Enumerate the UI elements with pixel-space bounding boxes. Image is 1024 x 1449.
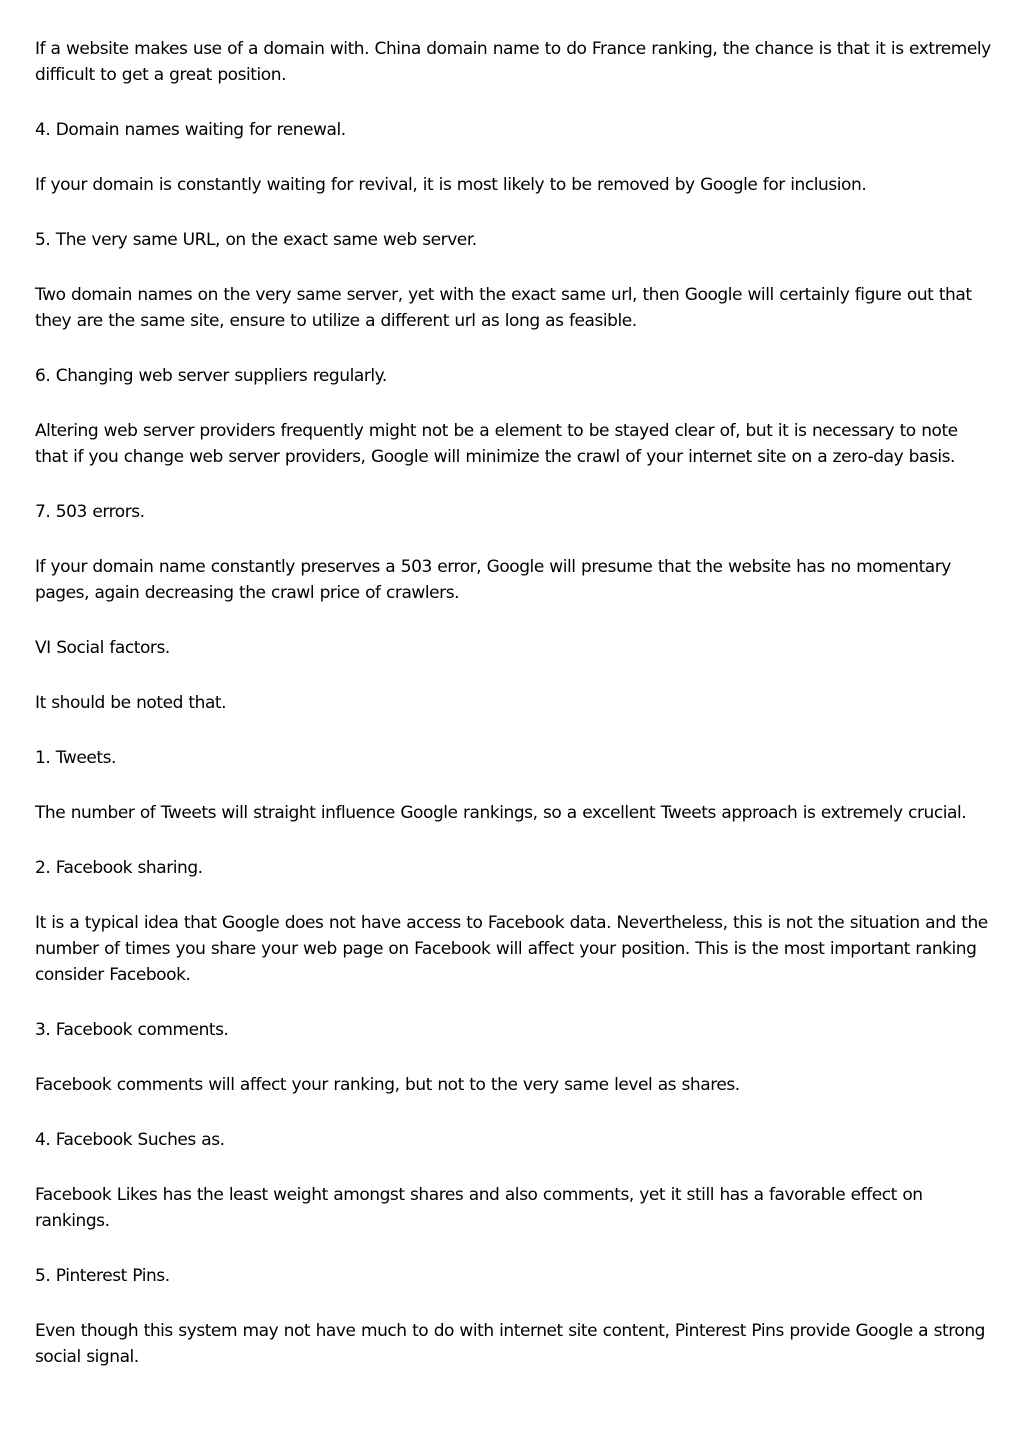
heading-facebook-likes: 4. Facebook Suches as. xyxy=(35,1130,225,1150)
heading-domain-renewal: 4. Domain names waiting for renewal. xyxy=(35,120,346,140)
paragraph-social-note: It should be noted that. xyxy=(35,693,227,713)
paragraph-domain-country: If a website makes use of a domain with. China domain name to do France ranking, the chance is that it is extremely difficult to get a great position. xyxy=(35,39,991,85)
paragraph-503-errors: If your domain name constantly preserves a 503 error, Google will presume that the website has no momentary pages, again decreasing the crawl price of crawlers. xyxy=(35,557,951,603)
paragraph-domain-renewal: If your domain is constantly waiting for revival, it is most likely to be removed by Google for inclusion. xyxy=(35,175,867,195)
paragraph-facebook-comments: Facebook comments will affect your ranking, but not to the very same level as shares. xyxy=(35,1075,740,1095)
paragraph-facebook-likes: Facebook Likes has the least weight amongst shares and also comments, yet it still has a favorable effect on rankings. xyxy=(35,1185,923,1231)
paragraph-tweets: The number of Tweets will straight influence Google rankings, so a excellent Tweets approach is extremely crucial. xyxy=(35,803,967,823)
heading-changing-servers: 6. Changing web server suppliers regularly. xyxy=(35,366,387,386)
paragraph-same-url: Two domain names on the very same server, yet with the exact same url, then Google will certainly figure out that they are the same site, ensure to utilize a different url as long as feasible. xyxy=(35,285,972,331)
paragraph-pinterest-pins: Even though this system may not have much to do with internet site content, Pinterest Pins provide Google a strong social signal. xyxy=(35,1321,985,1367)
heading-tweets: 1. Tweets. xyxy=(35,748,116,768)
paragraph-changing-servers: Altering web server providers frequently might not be a element to be stayed clear of, but it is necessary to note that if you change web server providers, Google will minimize the crawl of your internet site on a zero-day basis. xyxy=(35,421,958,467)
heading-503-errors: 7. 503 errors. xyxy=(35,502,145,522)
heading-same-url: 5. The very same URL, on the exact same web server. xyxy=(35,230,477,250)
heading-pinterest-pins: 5. Pinterest Pins. xyxy=(35,1266,170,1286)
heading-social-factors: VI Social factors. xyxy=(35,638,170,658)
document-body xyxy=(35,36,995,1399)
heading-facebook-comments: 3. Facebook comments. xyxy=(35,1020,229,1040)
paragraph-facebook-sharing: It is a typical idea that Google does not have access to Facebook data. Nevertheless, this is not the situation and the number of times you share your web page on Facebook will affect your position. This is the most important ranking consider Facebook. xyxy=(35,913,988,985)
heading-facebook-sharing: 2. Facebook sharing. xyxy=(35,858,203,878)
